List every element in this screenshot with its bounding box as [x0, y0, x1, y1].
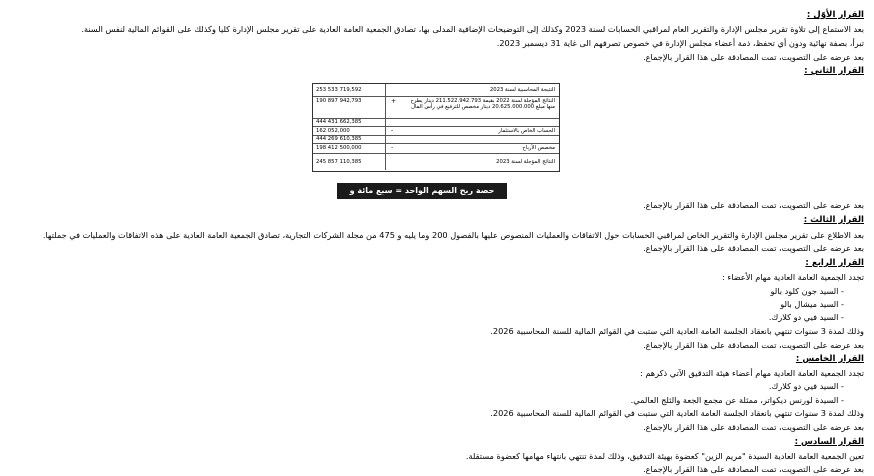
resolution-2-vote: بعد عرضه على التصويت، تمت المصادقة على هذا القرار بالإجماع.: [643, 200, 864, 210]
resolution-5-vote: بعد عرضه على التصويت، تمت المصادقة على هذا القرار بالإجماع.: [643, 422, 864, 432]
dividend-banner: حصة ربح السهم الواحد = سبع مائة و أربعون مليما ( 0,740 د): [337, 183, 507, 199]
table-label: الحساب الخاص بالاستثمار: [498, 128, 555, 134]
resolution-4-vote: بعد عرضه على التصويت، تمت المصادقة على هذا القرار بالإجماع.: [643, 340, 864, 350]
resolution-1-vote: بعد عرضه على التصويت، تمت المصادقة على هذا القرار بالإجماع.: [643, 52, 864, 62]
table-row: [313, 96, 559, 119]
table-sign: +: [391, 98, 397, 105]
resolution-4-title: القرار الرابع :: [805, 258, 864, 268]
table-row: [313, 153, 559, 170]
list-item: - السيدة لورنس ديكواتر، ممثلة عن مجمع الجعة والثلج العالمي.: [630, 395, 844, 405]
table-value: 162 052,000: [316, 128, 350, 134]
profit-allocation-table: [312, 83, 560, 172]
table-sign: -: [391, 144, 394, 151]
table-value: 444 269 610,385: [316, 136, 362, 142]
resolution-5-intro: تجدد الجمعية العامة العادية مهام أعضاء هيئة التدقيق الآتي ذكرهم :: [639, 368, 864, 378]
resolution-6-vote: بعد عرضه على التصويت، تمت المصادقة على هذا القرار بالإجماع.: [643, 464, 864, 474]
resolution-5-term: وذلك لمدة 3 سنوات تنتهي بانعقاد الجلسة العامة العادية التي ستبت في القوائم المالية للسنة المحاسبية 2026.: [490, 408, 864, 418]
resolution-4-term: وذلك لمدة 3 سنوات تنتهي بانعقاد الجلسة العامة العادية التي ستبت في القوائم المالية للسنة المحاسبية 2026.: [490, 326, 864, 336]
list-item: - السيد فيي دو كلارك.: [768, 312, 844, 322]
table-value: 253 533 719,592: [316, 87, 362, 93]
list-item: - السيد فيي دو كلارك.: [768, 381, 844, 391]
resolution-5-title: القرار الخامس :: [795, 354, 864, 364]
table-sign: -: [391, 127, 394, 134]
resolution-4-intro: تجدد الجمعية العامة العادية مهام الأعضاء :: [722, 272, 864, 282]
resolution-1-title: القرار الأوّل :: [806, 10, 864, 20]
resolution-6-text: تعين الجمعية العامة العادية السيدة "مريم الزين" كعضوة بهيئة التدقيق، وذلك لمدة تنتهي بانتهاء مهامها كعضوة مستقلة.: [465, 451, 864, 461]
list-item: - السيد ميشال بالو: [780, 299, 844, 309]
table-label: النتائج المؤجلة لسنة 2023: [496, 159, 555, 165]
resolution-6-title: القرار السادس :: [794, 437, 864, 447]
resolution-2-title: القرار الثاني :: [804, 66, 864, 76]
table-label: مخصص الأرباح: [522, 145, 555, 151]
table-value: 190 897 942,793: [316, 98, 362, 104]
table-value: 444 431 662,385: [316, 119, 362, 125]
table-value: 198 412 500,000: [316, 145, 362, 151]
resolution-3-vote: بعد عرضه على التصويت، تمت المصادقة على هذا القرار بالإجماع.: [643, 243, 864, 253]
resolution-1-discharge: تبرأ، بصفة نهائية ودون أي تحفظ، ذمة أعضاء مجلس الإدارة في خصوص تصرفهم الى غاية 31 ديسمبر 2023.: [496, 38, 864, 48]
resolution-1-text: بعد الاستماع إلى تلاوة تقرير مجلس الإدارة والتقرير العام لمراقبي الحسابات لسنة 2023 وكذلك إلى التوضيحات الإضافية المدلى بها، تصادق الجمعية العامة العادية على تقرير مجلس الإدارة كليا وكذلك على القوائم المالية لنفس السنة.: [81, 24, 864, 34]
table-value: 245 857 110,385: [316, 159, 362, 165]
resolution-3-title: القرار الثالث :: [803, 215, 864, 225]
table-label: النتائج المؤجلة لسنة 2022 بقيمة 211.522.942.793 دينار يطرح منها مبلغ 20.625.000.000 دينار مخصص للترفيع في رأس المال: [410, 98, 555, 110]
list-item: - السيد جون كلود بالو: [770, 286, 844, 296]
resolution-3-text: بعد الاطلاع على تقرير مجلس الإدارة والتقرير الخاص لمراقبي الحسابات حول الاتفاقات والعمليات المنصوص عليها بالفصول 200 وما يليه و 475 من مجلة الشركات التجارية، تصادق الجمعية العامة العادية على هذه الاتفاقات والعمليات في جملتها.: [42, 230, 864, 240]
table-label: النتيجة المحاسبية لسنة 2023: [489, 87, 555, 93]
